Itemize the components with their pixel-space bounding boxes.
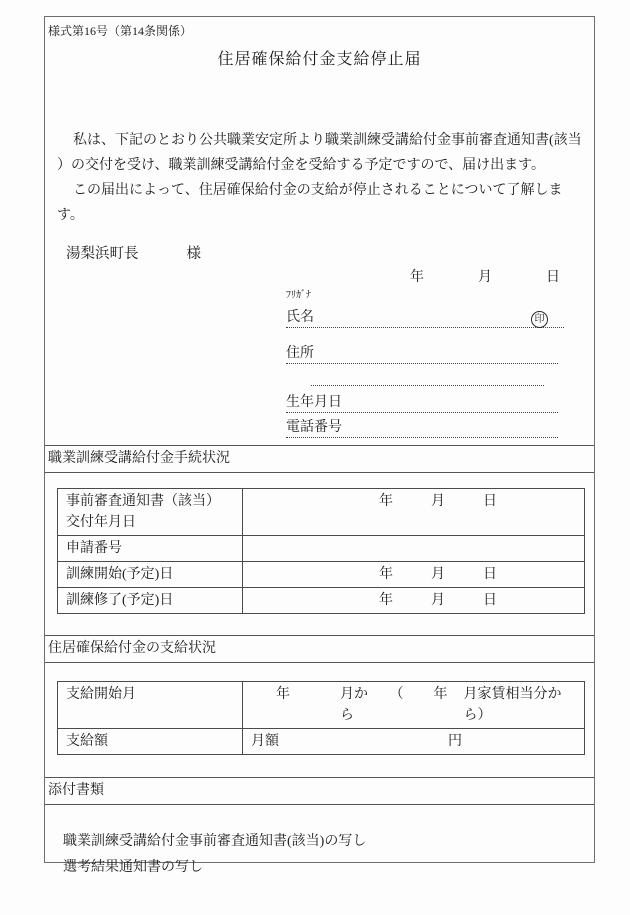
date-day-label: 日 xyxy=(546,270,560,285)
day-label: 日 xyxy=(483,567,497,582)
paragraph-line-2: ）の交付を受け、職業訓練受講給付金を受給する予定ですので、届け出ます。 xyxy=(57,158,546,173)
open-paren: （ xyxy=(389,687,404,702)
furigana-label: ﾌﾘｶﾞﾅ xyxy=(286,290,311,301)
address-label: 住所 xyxy=(286,346,314,361)
section-heading-attachments: 添付書類 xyxy=(45,777,594,805)
row-value-cell xyxy=(243,729,585,755)
label-line-2: 交付年月日 xyxy=(66,515,136,530)
row-label-cell: 訓練開始(予定)日 xyxy=(58,562,243,588)
year-label: 年 xyxy=(433,687,448,702)
address-continuation-line xyxy=(311,364,544,386)
monthly-amount-blanks xyxy=(251,731,576,752)
table-row xyxy=(58,489,585,536)
row-value-cell xyxy=(243,489,585,536)
payment-status-table xyxy=(57,681,585,755)
addressee-line xyxy=(45,244,594,264)
row-value-cell xyxy=(243,562,585,588)
birthdate-label: 生年月日 xyxy=(286,395,342,410)
row-value-cell xyxy=(243,536,585,562)
date-blanks xyxy=(251,564,576,585)
row-label-cell: 支給開始月 xyxy=(58,682,243,729)
addressee-name: 湯梨浜町長 xyxy=(66,246,139,262)
month-from-label: 月から xyxy=(340,687,368,723)
row-value-cell xyxy=(243,588,585,614)
applicant-fields xyxy=(286,288,566,438)
table-row xyxy=(58,729,585,755)
row-label-cell: 申請番号 xyxy=(58,536,243,562)
row-label-cell: 訓練修了(予定)日 xyxy=(58,588,243,614)
attachments-list xyxy=(45,829,594,881)
date-year-label: 年 xyxy=(410,270,424,285)
paragraph-line-3: この届出によって、住居確保給付金の支給が停止されることについて了解します。 xyxy=(57,183,563,223)
date-blanks xyxy=(251,491,576,512)
table-row xyxy=(58,536,585,562)
paragraph-line-1: 私は、下記のとおり公共職業安定所より職業訓練受講給付金事前審査通知書(該当 xyxy=(73,133,582,148)
year-label: 年 xyxy=(379,567,393,582)
section-heading-procedure-status: 職業訓練受講給付金手続状況 xyxy=(45,445,594,473)
name-field xyxy=(286,303,564,328)
form-number: 様式第16号（第14条関係） xyxy=(48,24,193,38)
phone-label: 電話番号 xyxy=(286,420,342,435)
year-label: 年 xyxy=(379,593,393,608)
month-label: 月 xyxy=(431,567,445,582)
submission-date-line xyxy=(45,268,594,288)
procedure-status-table xyxy=(57,488,585,614)
date-blanks xyxy=(251,590,576,611)
monthly-amount-prefix: 月額 xyxy=(251,734,279,749)
form-border-box xyxy=(44,16,595,875)
table-row xyxy=(58,682,585,729)
attachment-item: 選考結果通知書の写し xyxy=(63,860,203,875)
table-row xyxy=(58,588,585,614)
name-label: 氏名 xyxy=(286,310,314,325)
phone-field xyxy=(286,413,558,438)
year-label: 年 xyxy=(379,494,393,509)
table-row xyxy=(58,562,585,588)
address-field xyxy=(286,328,558,364)
declaration-paragraph xyxy=(45,128,594,228)
row-label-cell: 支給額 xyxy=(58,729,243,755)
row-label-cell xyxy=(58,489,243,536)
section-heading-payment-status: 住居確保給付金の支給状況 xyxy=(45,635,594,663)
seal-character: 印 xyxy=(534,313,545,325)
label-line-1: 事前審査通知書（該当） xyxy=(66,494,220,509)
form-title: 住居確保給付金支給停止届 xyxy=(217,51,422,68)
birthdate-field xyxy=(286,386,558,413)
day-label: 日 xyxy=(483,494,497,509)
day-label: 日 xyxy=(483,593,497,608)
attachment-item: 職業訓練受講給付金事前審査通知書(該当)の写し xyxy=(63,834,367,849)
date-month-label: 月 xyxy=(478,270,492,285)
yen-unit-label: 円 xyxy=(448,734,462,749)
month-label: 月 xyxy=(431,593,445,608)
row-value-cell xyxy=(243,682,585,729)
payment-start-blanks xyxy=(251,684,576,726)
seal-icon xyxy=(531,311,548,328)
rent-equivalent-label: 月家賃相当分から） xyxy=(463,687,562,723)
addressee-honorific: 様 xyxy=(186,246,201,262)
year-label: 年 xyxy=(276,687,290,702)
month-label: 月 xyxy=(431,494,445,509)
